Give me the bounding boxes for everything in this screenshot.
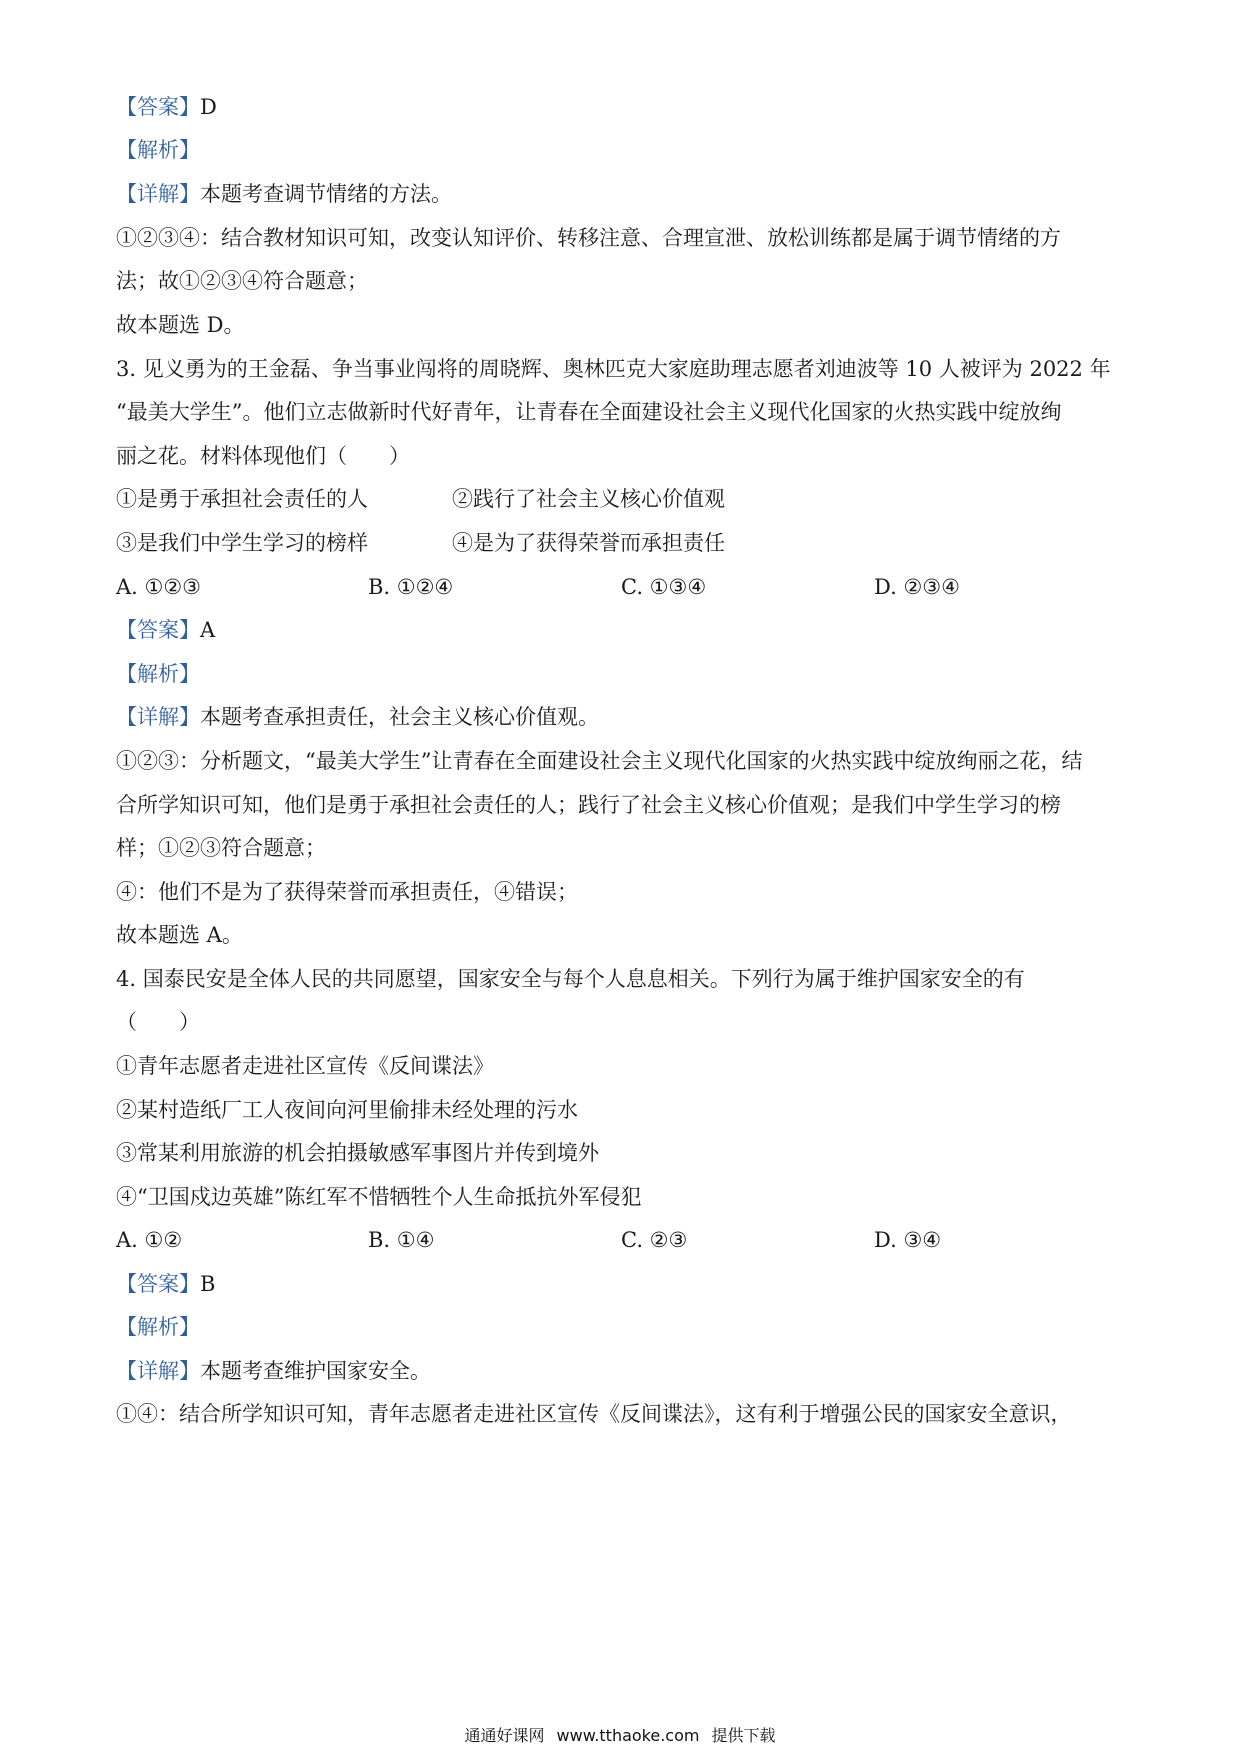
detail-line [116,1356,1124,1386]
conclusion-line: 故本题选 D。 [116,313,245,337]
statement-item: ③常某利用旅游的机会拍摄敏感军事图片并传到境外 [116,1141,599,1165]
conclusion-line: 故本题选 A。 [116,923,243,947]
statement-item: ②某村造纸厂工人夜间向河里偷排未经处理的污水 [116,1098,578,1122]
statement-item: ②践行了社会主义核心价值观 [452,487,725,511]
choice-b: B. ①④ [368,1228,435,1252]
answer-value: A [200,618,216,642]
choice-c: C. ②③ [621,1228,688,1252]
analysis-line [116,659,1124,689]
detail-text: 本题考查承担责任，社会主义核心价值观。 [200,705,599,729]
answer-tag: 【答案】 [116,1272,200,1296]
explanation-line: 合所学知识可知，他们是勇于承担社会责任的人；践行了社会主义核心价值观；是我们中学生学习的榜 [116,793,1061,817]
analysis-tag: 【解析】 [116,662,200,686]
answer-tag: 【答案】 [116,618,200,642]
page-footer [0,1725,1240,1747]
explanation-line: ①④：结合所学知识可知，青年志愿者走进社区宣传《反间谍法》，这有利于增强公民的国家安全意识， [116,1402,1072,1426]
answer-line [116,615,1124,645]
question-stem: 3. 见义勇为的王金磊、争当事业闯将的周晓辉、奥林匹克大家庭助理志愿者刘迪波等 10 人被评为 2022 年 [116,357,1111,381]
analysis-line [116,1312,1124,1342]
statement-item: ④“卫国戍边英雄”陈红军不惜牺牲个人生命抵抗外军侵犯 [116,1185,642,1209]
answer-value: B [200,1272,216,1296]
analysis-tag: 【解析】 [116,1315,200,1339]
choice-a: A. ①②③ [116,575,201,599]
detail-line [116,702,1124,732]
statement-item: ③是我们中学生学习的榜样 [116,531,368,555]
question-stem: “最美大学生”。他们立志做新时代好青年，让青春在全面建设社会主义现代化国家的火热实践中绽放绚 [116,400,1062,424]
choice-b: B. ①②④ [368,575,454,599]
detail-line [116,179,1124,209]
statement-item: ④是为了获得荣誉而承担责任 [452,531,725,555]
choice-a: A. ①② [116,1228,183,1252]
answer-tag: 【答案】 [116,95,200,119]
choice-d: D. ③④ [874,1228,942,1252]
footer-url[interactable]: www.tthaoke.com [556,1726,700,1745]
analysis-line [116,135,1124,165]
footer-site-name: 通通好课网 [464,1726,545,1745]
answer-line [116,1269,1124,1299]
detail-tag: 【详解】 [116,1359,200,1383]
detail-tag: 【详解】 [116,705,200,729]
detail-text: 本题考查维护国家安全。 [200,1359,431,1383]
explanation-line: ①②③④：结合教材知识可知，改变认知评价、转移注意、合理宣泄、放松训练都是属于调节情绪的方 [116,226,1061,250]
answer-value: D [200,95,217,119]
choice-c: C. ①③④ [621,575,707,599]
footer-suffix: 提供下载 [711,1726,776,1745]
explanation-line: 样；①②③符合题意； [116,836,326,860]
analysis-tag: 【解析】 [116,138,200,162]
explanation-line: ①②③：分析题文，“最美大学生”让青春在全面建设社会主义现代化国家的火热实践中绽放绚丽之花，结 [116,749,1083,773]
explanation-line: ④：他们不是为了获得荣誉而承担责任，④错误； [116,880,578,904]
detail-text: 本题考查调节情绪的方法。 [200,182,452,206]
choice-d: D. ②③④ [874,575,960,599]
statement-item: ①青年志愿者走进社区宣传《反间谍法》 [116,1054,494,1078]
question-stem: 丽之花。材料体现他们（ ） [116,444,410,468]
answer-line [116,92,1124,122]
statement-item: ①是勇于承担社会责任的人 [116,487,368,511]
question-stem: 4. 国泰民安是全体人民的共同愿望，国家安全与每个人息息相关。下列行为属于维护国家安全的有 [116,967,1025,991]
explanation-line: 法；故①②③④符合题意； [116,269,368,293]
question-stem: （ ） [116,1010,200,1034]
detail-tag: 【详解】 [116,182,200,206]
